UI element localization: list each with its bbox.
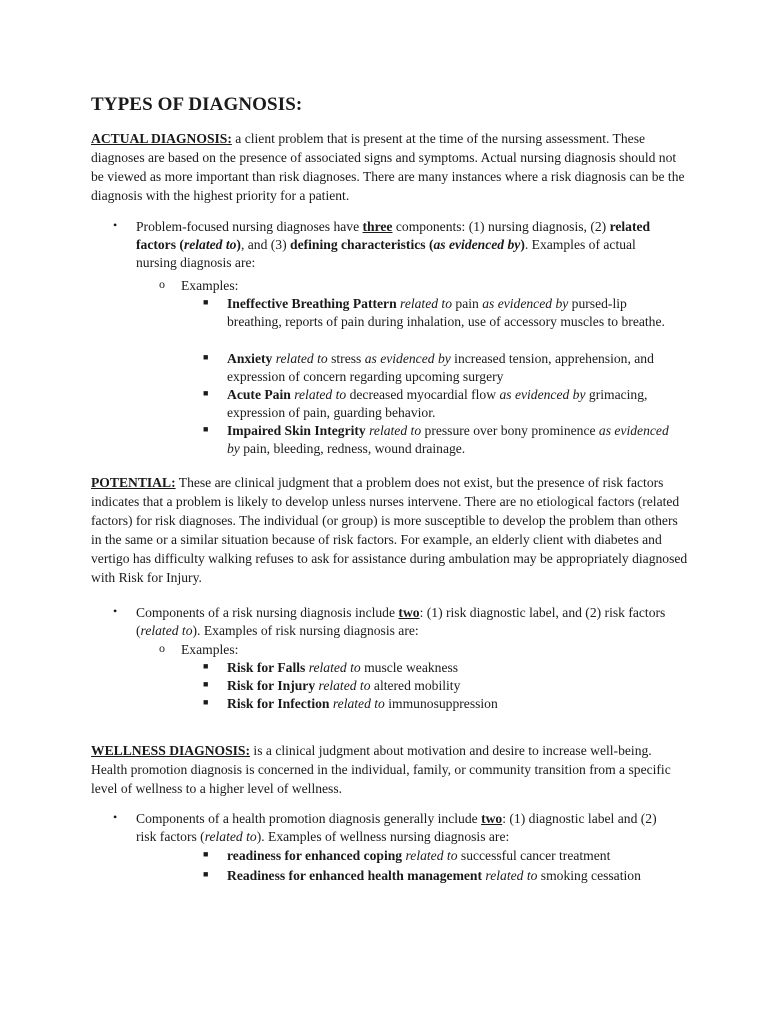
- square-bullet-icon: ■: [203, 297, 209, 307]
- circle-bullet-icon: o: [159, 277, 165, 291]
- wellness-components-item: Components of a health promotion diagnosis generally include two: (1) diagnostic label and (2) risk factors (related to). Examples of wellness nursing diagnosis are:: [136, 811, 657, 844]
- wellness-heading: WELLNESS DIAGNOSIS:: [91, 743, 251, 758]
- actual-diagnosis-text: a client problem that is present at the time of the nursing assessment. These diagnoses are based on the presence of associated signs and symptoms. Actual nursing diagnosis should not be viewed as more important than risk diagnoses. There are many instances where a risk diagnosis can be the diagnosis with the highest priority for a patient.: [91, 131, 685, 203]
- potential-heading: POTENTIAL:: [91, 475, 176, 490]
- list-item: Risk for Falls related to muscle weakness: [227, 660, 459, 675]
- actual-components-item: Problem-focused nursing diagnoses have three components: (1) nursing diagnosis, (2) related factors (related to), and (3) defining characteristics (as evidenced by). Examples of actual nursing diagnosis are:: [136, 219, 651, 270]
- page-title: TYPES OF DIAGNOSIS:: [91, 94, 303, 115]
- square-bullet-icon: ■: [203, 352, 209, 362]
- square-bullet-icon: ■: [203, 849, 209, 859]
- actual-diagnosis-heading: ACTUAL DIAGNOSIS:: [91, 131, 232, 146]
- potential-paragraph: [91, 473, 691, 587]
- bullet-icon: •: [113, 604, 118, 618]
- list-item: Anxiety related to stress as evidenced by increased tension, apprehension, and expression of concern regarding upcoming surgery: [227, 351, 654, 384]
- list-item: Ineffective Breathing Pattern related to pain as evidenced by pursed-lip breathing, reports of pain during inhalation, use of accessory muscles to breathe.: [227, 296, 665, 329]
- square-bullet-icon: ■: [203, 679, 209, 689]
- square-bullet-icon: ■: [203, 388, 209, 398]
- list-item: Risk for Injury related to altered mobility: [227, 678, 461, 693]
- list-item: readiness for enhanced coping related to successful cancer treatment: [227, 848, 611, 863]
- wellness-text: is a clinical judgment about motivation and desire to increase well-being. Health promotion diagnosis is concerned in the individual, family, or community transition from a specific level of wellness to a higher level of wellness.: [91, 743, 671, 796]
- potential-components-item: Components of a risk nursing diagnosis include two: (1) risk diagnostic label, and (2) risk factors (related to). Examples of risk nursing diagnosis are:: [136, 605, 666, 638]
- examples-label: Examples:: [181, 642, 239, 657]
- square-bullet-icon: ■: [203, 424, 209, 434]
- list-item: Acute Pain related to decreased myocardial flow as evidenced by grimacing, expression of pain, guarding behavior.: [227, 387, 648, 420]
- potential-text: These are clinical judgment that a problem does not exist, but the presence of risk factors indicates that a problem is likely to develop unless nurses intervene. There are no etiological factors (related factors) for risk diagnoses. The individual (or group) is more susceptible to develop the problem than others in the same or a similar situation because of risk factors. For example, an elderly client with diabetes and vertigo has difficulty walking refuses to ask for assistance during ambulation may be appropriately diagnosed with Risk for Injury.: [91, 475, 688, 585]
- actual-diagnosis-paragraph: [91, 129, 691, 205]
- examples-label: Examples:: [181, 278, 239, 293]
- wellness-paragraph: [91, 741, 691, 798]
- list-item: Risk for Infection related to immunosuppression: [227, 696, 498, 711]
- square-bullet-icon: ■: [203, 697, 209, 707]
- square-bullet-icon: ■: [203, 869, 209, 879]
- circle-bullet-icon: o: [159, 641, 165, 655]
- bullet-icon: •: [113, 218, 118, 232]
- square-bullet-icon: ■: [203, 661, 209, 671]
- list-item: Readiness for enhanced health management related to smoking cessation: [227, 868, 641, 883]
- list-item: Impaired Skin Integrity related to pressure over bony prominence as evidenced by pain, bleeding, redness, wound drainage.: [227, 423, 669, 456]
- bullet-icon: •: [113, 810, 118, 824]
